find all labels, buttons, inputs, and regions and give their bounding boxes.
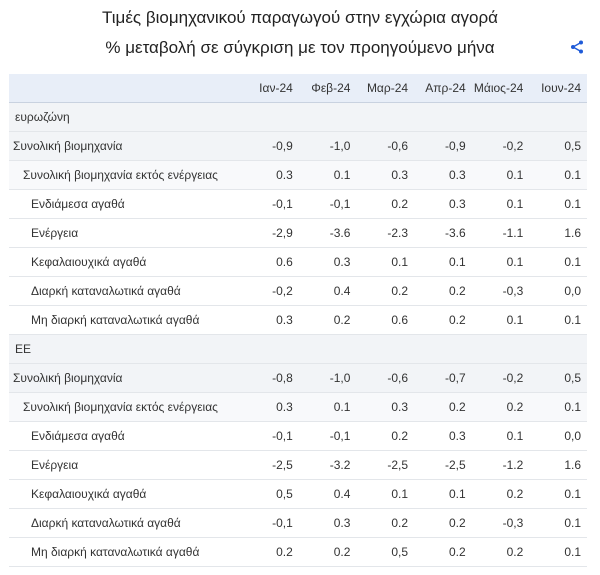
table-cell: 0.2 — [414, 509, 472, 538]
section-row — [9, 335, 587, 364]
table-cell: 0.2 — [241, 538, 299, 567]
table-cell: 0.1 — [472, 306, 530, 335]
table-cell: -0,1 — [241, 422, 299, 451]
table-row — [9, 132, 587, 161]
table-cell: 0.1 — [356, 248, 414, 277]
table-row — [9, 248, 587, 277]
table-cell: 0.2 — [414, 538, 472, 567]
column-header[interactable]: Ιαν-24 — [241, 74, 299, 103]
table-cell: 0.1 — [529, 161, 587, 190]
table-cell: -0,3 — [472, 277, 530, 306]
table-cell: 0,5 — [241, 480, 299, 509]
table-cell: 0.1 — [299, 161, 357, 190]
table-cell: 0.2 — [414, 306, 472, 335]
share-icon[interactable] — [570, 40, 584, 54]
table-cell: -0,8 — [241, 364, 299, 393]
table-cell: 0.1 — [529, 538, 587, 567]
table-cell: -1.2 — [472, 451, 530, 480]
table-cell: 0.4 — [299, 480, 357, 509]
table-row — [9, 538, 587, 567]
table-cell: 0.1 — [529, 248, 587, 277]
table-cell: 0.2 — [299, 306, 357, 335]
table-cell: 0.1 — [529, 190, 587, 219]
table-cell: 0.2 — [356, 422, 414, 451]
table-cell: -1.1 — [472, 219, 530, 248]
column-header[interactable]: Μαρ-24 — [356, 74, 414, 103]
table-cell: -0,2 — [241, 277, 299, 306]
table-cell: -0,1 — [299, 190, 357, 219]
section-row — [9, 103, 587, 132]
table-row — [9, 509, 587, 538]
table-cell: 0.3 — [241, 161, 299, 190]
table-cell: 0.6 — [241, 248, 299, 277]
row-label: Συνολική βιομηχανία — [9, 132, 241, 161]
table-cell: -0,9 — [414, 132, 472, 161]
table-row — [9, 393, 587, 422]
table-cell: 0.1 — [299, 393, 357, 422]
table-cell: -0,1 — [241, 190, 299, 219]
data-table-container — [9, 74, 587, 567]
row-label: Ενέργεια — [9, 451, 241, 480]
row-label: Διαρκή καταναλωτικά αγαθά — [9, 277, 241, 306]
column-header[interactable]: Μάιος-24 — [472, 74, 530, 103]
table-cell: 0.2 — [356, 277, 414, 306]
table-cell: -2,9 — [241, 219, 299, 248]
table-cell: 0.2 — [414, 393, 472, 422]
table-cell: -0,2 — [472, 364, 530, 393]
chart-title: Τιμές βιομηχανικού παραγωγού στην εγχώρια αγορά — [102, 8, 498, 27]
table-cell: 0.1 — [529, 480, 587, 509]
table-row — [9, 422, 587, 451]
table-cell: 0.2 — [472, 480, 530, 509]
table-cell: -1,0 — [299, 364, 357, 393]
header-corner — [9, 74, 241, 103]
table-cell: 0.3 — [414, 422, 472, 451]
section-label: ευρωζώνη — [9, 103, 587, 132]
table-cell: -2,5 — [414, 451, 472, 480]
table-cell: 0.3 — [356, 161, 414, 190]
table-cell: 0.6 — [356, 306, 414, 335]
table-row — [9, 277, 587, 306]
table-cell: 1.6 — [529, 451, 587, 480]
table-cell: -2,5 — [356, 451, 414, 480]
section-label: ΕΕ — [9, 335, 587, 364]
table-cell: 0.4 — [299, 277, 357, 306]
row-label: Διαρκή καταναλωτικά αγαθά — [9, 509, 241, 538]
table-cell: -0,2 — [472, 132, 530, 161]
row-label: Ενδιάμεσα αγαθά — [9, 190, 241, 219]
table-header-row — [9, 74, 587, 103]
table-row — [9, 480, 587, 509]
table-cell: -0,6 — [356, 132, 414, 161]
table-cell: 0.2 — [472, 538, 530, 567]
table-cell: -3.2 — [299, 451, 357, 480]
table-cell: 0.2 — [299, 538, 357, 567]
table-cell: 0,5 — [529, 364, 587, 393]
table-cell: -2,5 — [241, 451, 299, 480]
row-label: Κεφαλαιουχικά αγαθά — [9, 248, 241, 277]
row-label: Συνολική βιομηχανία εκτός ενέργειας — [9, 161, 241, 190]
table-cell: 0.1 — [529, 306, 587, 335]
table-cell: 0.2 — [356, 509, 414, 538]
table-cell: 0.1 — [472, 422, 530, 451]
chart-subtitle: % μεταβολή σε σύγκριση με τον προηγούμενο μήνα — [105, 38, 495, 57]
table-row — [9, 364, 587, 393]
row-label: Συνολική βιομηχανία — [9, 364, 241, 393]
table-cell: -0,6 — [356, 364, 414, 393]
table-cell: 0.1 — [472, 190, 530, 219]
row-label: Ενδιάμεσα αγαθά — [9, 422, 241, 451]
table-row — [9, 219, 587, 248]
table-cell: 0.2 — [414, 277, 472, 306]
row-label: Συνολική βιομηχανία εκτός ενέργειας — [9, 393, 241, 422]
table-cell: 0.1 — [414, 248, 472, 277]
table-cell: 0.1 — [356, 480, 414, 509]
table-cell: 0,0 — [529, 422, 587, 451]
table-cell: -0,3 — [472, 509, 530, 538]
row-label: Ενέργεια — [9, 219, 241, 248]
table-cell: 0.3 — [414, 161, 472, 190]
table-cell: 1.6 — [529, 219, 587, 248]
table-cell: -0,9 — [241, 132, 299, 161]
table-cell: 0.3 — [356, 393, 414, 422]
column-header[interactable]: Φεβ-24 — [299, 74, 357, 103]
table-cell: -3.6 — [299, 219, 357, 248]
table-cell: -2.3 — [356, 219, 414, 248]
table-row — [9, 306, 587, 335]
data-table — [9, 74, 587, 567]
table-cell: 0.3 — [241, 306, 299, 335]
table-cell: 0.3 — [241, 393, 299, 422]
table-row — [9, 451, 587, 480]
table-cell: 0.1 — [414, 480, 472, 509]
table-cell: 0.1 — [529, 393, 587, 422]
table-cell: 0.3 — [414, 190, 472, 219]
table-row — [9, 161, 587, 190]
table-cell: 0.3 — [299, 248, 357, 277]
table-cell: -0,7 — [414, 364, 472, 393]
table-cell: 0.1 — [529, 509, 587, 538]
row-label: Μη διαρκή καταναλωτικά αγαθά — [9, 306, 241, 335]
column-header[interactable]: Ιουν-24 — [529, 74, 587, 103]
row-label: Κεφαλαιουχικά αγαθά — [9, 480, 241, 509]
table-row — [9, 190, 587, 219]
table-cell: -0,1 — [299, 422, 357, 451]
table-cell: 0.2 — [472, 393, 530, 422]
table-cell: 0.2 — [356, 190, 414, 219]
column-header[interactable]: Απρ-24 — [414, 74, 472, 103]
table-cell: 0,0 — [529, 277, 587, 306]
table-cell: 0.1 — [472, 161, 530, 190]
table-cell: -1,0 — [299, 132, 357, 161]
table-cell: -3.6 — [414, 219, 472, 248]
table-cell: 0,5 — [529, 132, 587, 161]
table-cell: 0.3 — [299, 509, 357, 538]
table-cell: 0.1 — [472, 248, 530, 277]
table-cell: -0,1 — [241, 509, 299, 538]
row-label: Μη διαρκή καταναλωτικά αγαθά — [9, 538, 241, 567]
table-body — [9, 103, 587, 567]
table-cell: 0,5 — [356, 538, 414, 567]
